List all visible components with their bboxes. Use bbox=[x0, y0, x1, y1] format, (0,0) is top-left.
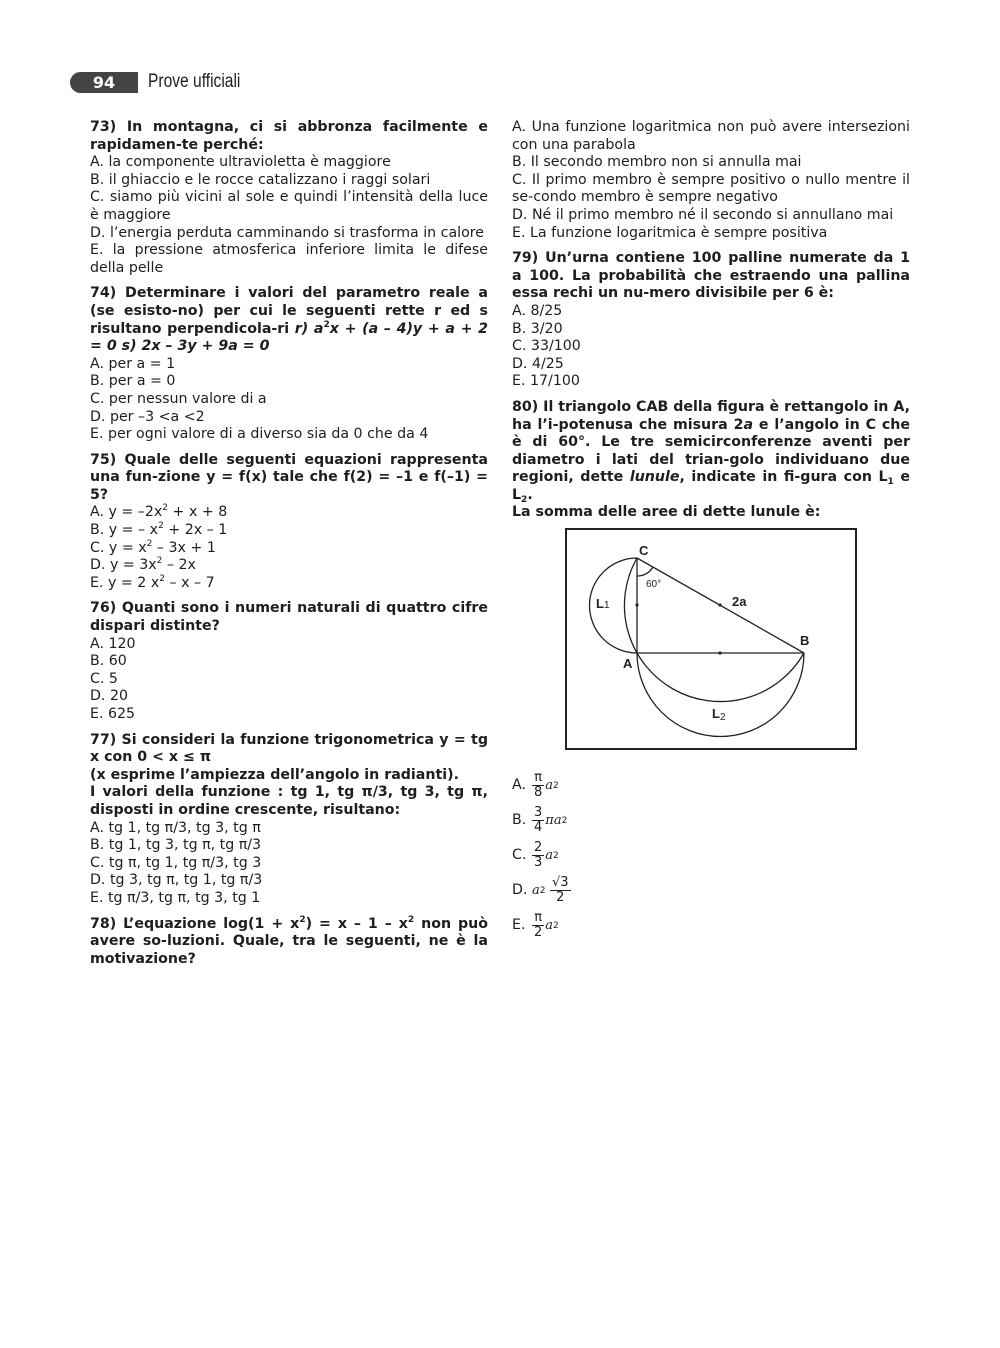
answer-option: E. y = 2 $x^2$ – x – 7 bbox=[90, 573, 215, 591]
answer-option: B. 3/20 bbox=[512, 320, 563, 337]
answer-option: D. $y = 3x^2 - 2x$ bbox=[90, 556, 196, 574]
vertex-label-b: B bbox=[800, 633, 810, 649]
title-part: x + (a – 4)y + a + 2 = 0 s) 2x – 3y + 9a = 0 bbox=[90, 320, 489, 355]
question-74 bbox=[90, 285, 488, 443]
answer-option: C. Il primo membro è sempre positivo o nullo mentre il se-condo membro è sempre negativo bbox=[512, 171, 910, 206]
answer-option: C. $\frac{2}{3}$ a 2 bbox=[512, 840, 559, 871]
lune-label-l1: L1 bbox=[596, 596, 610, 612]
answer-option: C. 5 bbox=[90, 670, 118, 687]
question-title: (x esprime l’ampiezza dell’angolo in radianti). bbox=[90, 766, 459, 783]
answer-option: C. per nessun valore di a bbox=[90, 390, 267, 407]
question-80 bbox=[512, 399, 910, 943]
angle-arc bbox=[637, 567, 653, 576]
answer-option: A. 120 bbox=[90, 635, 136, 652]
answer-option: E. 625 bbox=[90, 706, 136, 722]
left-column bbox=[90, 119, 488, 976]
answer-option: D. 4/25 bbox=[512, 355, 564, 372]
question-title: 75) Quale delle seguenti equazioni rappresenta una fun-zione y = f(x) tale che f(2) = –1 e f(–1) = 5? bbox=[90, 451, 488, 503]
question-title: 76) Quanti sono i numeri naturali di quattro cifre dispari distinte? bbox=[90, 600, 488, 635]
question-title: I valori della funzione : tg 1, tg π/3, tg 3, tg π, disposti in ordine crescente, risultano: bbox=[90, 784, 488, 818]
title-part: r) a bbox=[294, 320, 324, 337]
question-title: 78) L’equazione $\log(1 + x^2) = x - 1 - x^2$ non può avere so-luzioni. Quale, tra le seguenti, ne è la motivazione? bbox=[90, 914, 488, 967]
question-77 bbox=[90, 732, 488, 908]
running-title: Prove ufficiali bbox=[148, 71, 241, 92]
answer-option: E. per ogni valore di a diverso sia da 0 che da 4 bbox=[90, 426, 429, 443]
answer-option: A. $\frac{\pi}{8}$ a 2 bbox=[512, 770, 559, 801]
lunule-figure bbox=[565, 528, 857, 750]
title-part: 74) Determinare i valori del parametro reale a (se esisto-no) per cui le seguenti rette r ed s risultano perpendicola-ri bbox=[90, 285, 488, 337]
lune-label-l2: L2 bbox=[712, 706, 726, 724]
page-header bbox=[70, 72, 470, 93]
answer-option: B. per a = 0 bbox=[90, 373, 176, 390]
answer-option: E. tg π/3, tg π, tg 3, tg 1 bbox=[90, 889, 261, 906]
answer-option: D. 20 bbox=[90, 688, 128, 705]
answer-option: A. Una funzione logaritmica non può avere intersezioni con una parabola bbox=[512, 119, 910, 153]
answer-option: E. $\frac{\pi}{2}$ a 2 bbox=[512, 910, 559, 941]
answer-option: A. tg 1, tg π/3, tg 3, tg π bbox=[90, 819, 261, 836]
question-79 bbox=[512, 250, 910, 391]
triangle-diagram bbox=[567, 530, 855, 748]
answer-option: B. y = – $x^2 + 2x - 1$ bbox=[90, 521, 228, 539]
answer-option: D. a 2 $\frac{√3}{2}$ bbox=[512, 875, 569, 906]
answer-option: C. $y = x^2 - 3x + 1$ bbox=[90, 538, 216, 556]
answer-option: D. l’energia perduta camminando si trasforma in calore bbox=[90, 224, 485, 241]
question-78 bbox=[90, 916, 488, 969]
answer-option: A. $y = -2x^2 + x + 8$ bbox=[90, 503, 228, 521]
question-title: 77) Si consideri la funzione trigonometrica y = tg x con 0 < x ≤ π bbox=[90, 731, 488, 766]
answer-option: D. tg 3, tg π, tg 1, tg π/3 bbox=[90, 872, 263, 889]
answer-option: E. La funzione logaritmica è sempre positiva bbox=[512, 224, 828, 241]
answer-option: B. 60 bbox=[90, 653, 127, 670]
answer-option: C. 33/100 bbox=[512, 338, 581, 355]
question-73 bbox=[90, 119, 488, 277]
right-column bbox=[512, 119, 910, 951]
answer-option: D. per –3 <a <2 bbox=[90, 408, 205, 425]
answer-option: D. Né il primo membro né il secondo si annullano mai bbox=[512, 206, 894, 223]
question-title: 74) Determinare i valori del parametro reale a (se esisto-no) per cui le seguenti rette r ed s risultano perpendicola-ri r) $a^2x + (a - 4)y + a + 2 = 0$ s) 2x – 3y + 9a = 0 bbox=[90, 285, 489, 355]
question-76 bbox=[90, 600, 488, 723]
question-78-options bbox=[512, 119, 910, 242]
question-title: 79) Un’urna contiene 100 palline numerate da 1 a 100. La probabilità che estraendo una pallina essa rechi un nu-mero divisibile per 6 è: bbox=[512, 250, 910, 302]
answer-option: A. per a = 1 bbox=[90, 355, 176, 372]
answer-option: C. tg π, tg 1, tg π/3, tg 3 bbox=[90, 854, 262, 871]
vertex-label-a: A bbox=[623, 656, 633, 672]
question-75 bbox=[90, 452, 488, 593]
answer-option: B. $\frac{3}{4}$ πa 2 bbox=[512, 805, 568, 836]
answer-option: B. Il secondo membro non si annulla mai bbox=[512, 154, 802, 171]
question-subtitle: La somma delle aree di dette lunule è: bbox=[512, 504, 821, 521]
answer-option: C. siamo più vicini al sole e quindi l’intensità della luce è maggiore bbox=[90, 189, 488, 223]
semicircle-ab bbox=[637, 653, 804, 737]
answer-option: A. la componente ultravioletta è maggiore bbox=[90, 154, 391, 171]
vertex-label-c: C bbox=[639, 543, 649, 559]
page-number: 94 bbox=[70, 72, 138, 93]
answer-option: E. 17/100 bbox=[512, 373, 580, 390]
question-title: 80) Il triangolo CAB della figura è rettangolo in A, ha l’i-potenusa che misura 2a e l’angolo in C che è di 60°. Le tre semicirconferenze aventi per diametro i lati del trian-golo individuano due regioni, dette lunule, indicate in fi-gura con $L_1$ e $L_2$. bbox=[512, 398, 910, 505]
answer-option: E. la pressione atmosferica inferiore limita le difese della pelle bbox=[90, 242, 488, 276]
angle-label: 60° bbox=[646, 579, 662, 591]
question-title: 73) In montagna, ci si abbronza facilmente e rapidamen-te perché: bbox=[90, 119, 488, 153]
answer-option: A. 8/25 bbox=[512, 302, 563, 319]
answer-option: B. tg 1, tg 3, tg π, tg π/3 bbox=[90, 837, 262, 854]
hypotenuse-label: 2a bbox=[732, 594, 747, 610]
answer-option: B. il ghiaccio e le rocce catalizzano i raggi solari bbox=[90, 171, 431, 188]
